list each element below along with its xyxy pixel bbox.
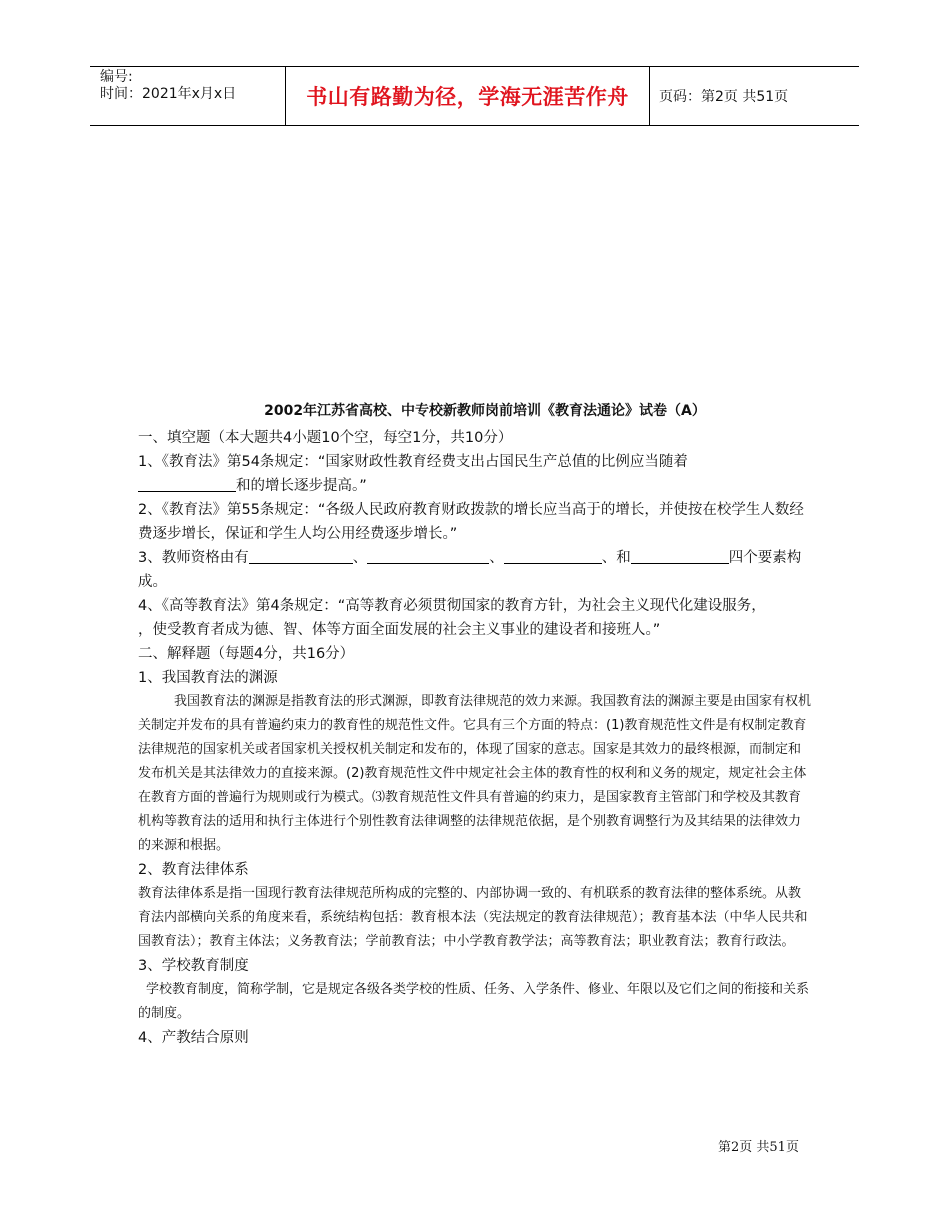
header-table — [90, 66, 859, 126]
answer-blank — [138, 476, 236, 492]
header-meta-cell — [90, 67, 286, 125]
section1-heading: 一、填空题（本大题共4小题10个空，每空1分，共10分） — [138, 430, 513, 446]
question-3-suffix: 四个要素构 — [728, 550, 802, 566]
item-3-title: 3、学校教育制度 — [138, 958, 249, 974]
item-3-body: 学校教育制度，简称学制，它是规定各级各类学校的性质、任务、入学条件、修业、年限以及它们之间的衔接和关系的制度。 — [138, 982, 810, 1021]
item-4-title: 4、产教结合原则 — [138, 1030, 249, 1046]
document-body — [138, 400, 812, 1050]
answer-blank — [504, 548, 602, 564]
question-3-sep: 、 — [352, 550, 368, 566]
answer-blank — [631, 548, 729, 564]
time-label: 时间：2021年x月x日 — [100, 86, 237, 102]
question-3-end: 成。 — [138, 574, 167, 590]
question-3 — [138, 546, 812, 594]
header-motto: 书山有路勤为径，学海无涯苦作舟 — [286, 67, 650, 125]
question-3-sep: 、 — [489, 550, 504, 566]
question-1 — [138, 450, 812, 498]
answer-blank — [249, 548, 353, 564]
question-3-and: 、和 — [601, 550, 631, 566]
number-label: 编号: — [100, 69, 133, 85]
question-2: 2、《教育法》第55条规定：“各级人民政府教育财政拨款的增长应当高于的增长，并使按在校学生人数经费逐步增长，保证和学生人均公用经费逐步增长。” — [138, 502, 804, 542]
question-1-tail: 和的增长逐步提高。” — [236, 478, 367, 494]
item-1-title: 1、我国教育法的渊源 — [138, 670, 278, 686]
header-page-info: 页码：第2页 共51页 — [659, 89, 789, 105]
question-3-prefix: 3、教师资格由有 — [138, 550, 249, 566]
item-2-title: 2、教育法律体系 — [138, 862, 249, 878]
page-footer: 第2页 共51页 — [718, 1140, 799, 1155]
answer-blank — [367, 548, 489, 564]
item-2-body: 教育法律体系是指一国现行教育法律规范所构成的完整的、内部协调一致的、有机联系的教育法律的整体系统。从教育法内部横向关系的角度来看，系统结构包括：教育根本法（宪法规定的教育法律规范）；教育基本法（中华人民共和国教育法）；教育主体法；义务教育法；学前教育法；中小学教育教学法；高等教育法；职业教育法；教育行政法。 — [138, 886, 808, 949]
question-1-text: 1、《教育法》第54条规定：“国家财政性教育经费支出占国民生产总值的比例应当随着 — [138, 454, 688, 470]
question-4a: 4、《高等教育法》第4条规定：“高等教育必须贯彻国家的教育方针，为社会主义现代化建设服务， — [138, 598, 766, 614]
item-1-body: 我国教育法的渊源是指教育法的形式渊源，即教育法律规范的效力来源。我国教育法的渊源主要是由国家有权机关制定并发布的具有普遍约束力的教育性的规范性文件。它具有三个方面的特点：(1)教育规范性文件是有权制定教育法律规范的国家机关或者国家机关授权机关制定和发布的，体现了国家的意志。国家是其效力的最终根源，而制定和发布机关是其法律效力的直接来源。(2)教育规范性文件中规定社会主体的教育性的权利和义务的规定，规定社会主体在教育方面的普遍行为规则或行为模式。⑶教育规范性文件具有普遍的约束力，是国家教育主管部门和学校及其教育机构等教育法的适用和执行主体进行个别性教育法律调整的法律规范依据，是个别教育调整行为及其结果的法律效力的来源和根据。 — [138, 694, 812, 853]
exam-title: 2002年江苏省高校、中专校新教师岗前培训《教育法通论》试卷（A） — [264, 403, 706, 419]
question-4b: ，使受教育者成为德、智、体等方面全面发展的社会主义事业的建设者和接班人。” — [138, 622, 661, 638]
section2-heading: 二、解释题（每题4分，共16分） — [138, 646, 355, 662]
